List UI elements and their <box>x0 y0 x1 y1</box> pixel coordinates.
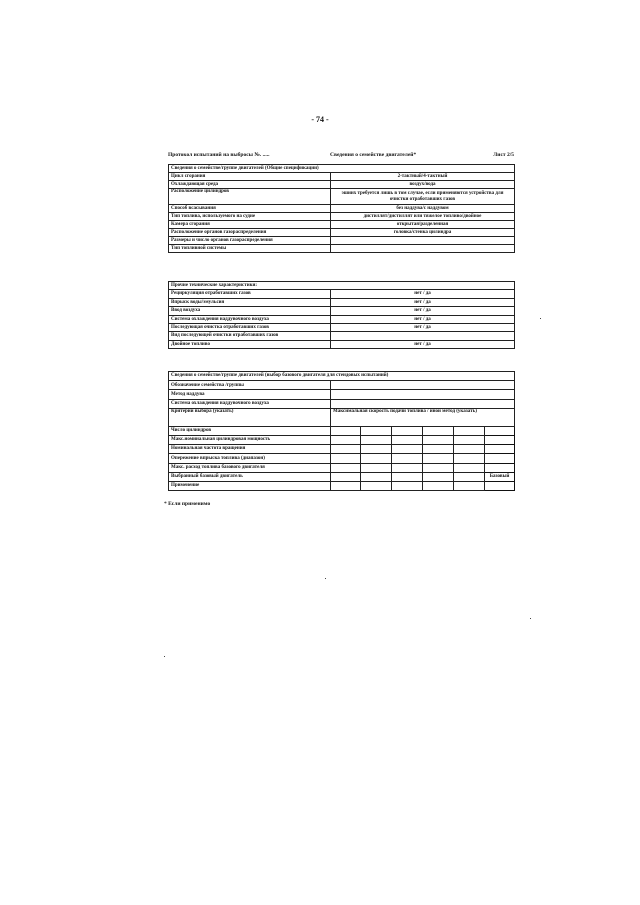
footnote: * Если применимо <box>164 501 211 507</box>
tech-label: Вид последующей очистки отработавших газов <box>169 332 331 340</box>
tech-label: Рециркуляция отработавших газов <box>169 290 331 298</box>
spec-value: головка/стенка цилиндра <box>331 229 515 237</box>
selection-label: Обозначение семейства /группы <box>169 381 331 390</box>
grid-cell <box>454 426 485 435</box>
form-header <box>168 152 514 162</box>
spec-value: воздух/вода <box>331 181 515 189</box>
spec-label: Расположение органов газораспределения <box>169 229 331 237</box>
grid-cell <box>454 435 485 444</box>
grid-cell <box>331 426 361 435</box>
grid-row-label: Выбранный базовый двигатель <box>169 472 331 481</box>
selection-value <box>331 381 515 390</box>
spec-value <box>331 245 515 253</box>
selection-value <box>331 390 515 399</box>
grid-cell <box>423 454 454 463</box>
spec-value <box>331 237 515 245</box>
grid-cell <box>423 435 454 444</box>
spec-label: Способ всасывания <box>169 205 331 213</box>
grid-cell <box>392 445 423 454</box>
spec-value: без наддува/с наддувом <box>331 205 515 213</box>
spec-label: Охлаждающая среда <box>169 181 331 189</box>
grid-cell <box>454 445 485 454</box>
selection-title: Сведения о семействе/группе двигателей (выбор базового двигателя для стендовых испытаний) <box>169 372 515 381</box>
tech-value: нет / да <box>331 298 515 306</box>
grid-row-label: Макс. расход топлива базового двигателя <box>169 463 331 472</box>
grid-cell <box>392 481 423 490</box>
scan-speck <box>540 318 541 319</box>
selection-label: Система охлаждения наддувочного воздуха <box>169 399 331 408</box>
general-specs-table <box>168 164 515 253</box>
grid-cell <box>331 454 361 463</box>
grid-cell <box>392 435 423 444</box>
grid-row-label: Номинальная частота вращения <box>169 445 331 454</box>
grid-cell <box>392 472 423 481</box>
page-number: - 74 - <box>311 115 329 124</box>
tech-value: нет / да <box>331 315 515 323</box>
grid-cell <box>423 472 454 481</box>
base-engine-cell <box>485 454 515 463</box>
grid-cell <box>331 481 361 490</box>
grid-cell <box>392 463 423 472</box>
grid-row-label: Опережение впрыска топлива (диапазон) <box>169 454 331 463</box>
grid-cell <box>331 463 361 472</box>
grid-cell <box>361 426 392 435</box>
grid-cell <box>361 445 392 454</box>
tech-value: нет / да <box>331 307 515 315</box>
tech-label: Ввод воздуха <box>169 307 331 315</box>
scan-speck <box>164 656 165 657</box>
base-engine-cell <box>485 435 515 444</box>
grid-cell <box>361 463 392 472</box>
grid-cell <box>454 481 485 490</box>
grid-cell <box>361 481 392 490</box>
grid-cell <box>423 445 454 454</box>
grid-cell <box>454 472 485 481</box>
grid-cell <box>331 435 361 444</box>
technical-specs-title: Прочие технические характеристики: <box>169 282 515 290</box>
scan-speck <box>325 578 326 579</box>
criteria-label: Критерии выбора (указать) <box>169 408 331 426</box>
grid-cell <box>454 463 485 472</box>
tech-label: Двойное топливо <box>169 340 331 348</box>
tech-value: нет / да <box>331 323 515 331</box>
grid-cell <box>423 426 454 435</box>
grid-cell <box>331 445 361 454</box>
grid-cell <box>361 435 392 444</box>
base-engine-cell <box>485 463 515 472</box>
spec-label: Тип топлива, используемого на судне <box>169 213 331 221</box>
spec-value: 2-тактный/4-тактный <box>331 173 515 181</box>
grid-cell <box>454 454 485 463</box>
base-engine-selection-table <box>168 371 515 491</box>
criteria-value: Максимальная скорость подачи топлива / иной метод (указать) <box>331 408 515 426</box>
spec-label: Тип топливной системы <box>169 245 331 253</box>
selection-value <box>331 399 515 408</box>
grid-cell <box>331 472 361 481</box>
tech-value: нет / да <box>331 290 515 298</box>
grid-cell <box>423 481 454 490</box>
grid-row-label: Макс.номинальная цилиндровая мощность <box>169 435 331 444</box>
spec-value: эшинх требуется лишь в том случае, если применяются устройства для очистки отработавших газов <box>331 189 515 205</box>
spec-label: Размеры и число органов газораспределения <box>169 237 331 245</box>
base-engine-label: Базовый <box>485 472 515 481</box>
tech-label: Впрыск воды/эмульсия <box>169 298 331 306</box>
tech-label: Последующая очистка отработавших газов <box>169 323 331 331</box>
tech-value: нет / да <box>331 340 515 348</box>
tech-value <box>331 332 515 340</box>
spec-label: Расположение цилиндров <box>169 189 331 205</box>
spec-label: Камера сгорания <box>169 221 331 229</box>
grid-cell <box>423 463 454 472</box>
spec-label: Цикл сгорания <box>169 173 331 181</box>
grid-cell <box>361 454 392 463</box>
grid-cell <box>392 454 423 463</box>
form-title: Сведения о семействе двигателей* <box>330 152 417 158</box>
general-specs-title: Сведения о семействе/группе двигателей (Общие спецификации) <box>169 165 515 173</box>
spec-value: открытая/разделенная <box>331 221 515 229</box>
grid-row-label: Число цилиндров <box>169 426 331 435</box>
selection-label: Метод наддува <box>169 390 331 399</box>
grid-cell <box>361 472 392 481</box>
sheet-number: Лист 2/5 <box>493 152 514 158</box>
base-engine-cell <box>485 426 515 435</box>
grid-row-label: Применение <box>169 481 331 490</box>
technical-specs-table <box>168 281 515 349</box>
scan-speck <box>530 618 531 619</box>
base-engine-cell <box>485 445 515 454</box>
base-engine-cell <box>485 481 515 490</box>
protocol-number-label: Протокол испытаний на выбросы №. ..... <box>168 152 270 158</box>
spec-value: дистиллят/дистиллят или тяжелое топливо/двойное <box>331 213 515 221</box>
grid-cell <box>392 426 423 435</box>
tech-label: Система охлаждения наддувочного воздуха <box>169 315 331 323</box>
